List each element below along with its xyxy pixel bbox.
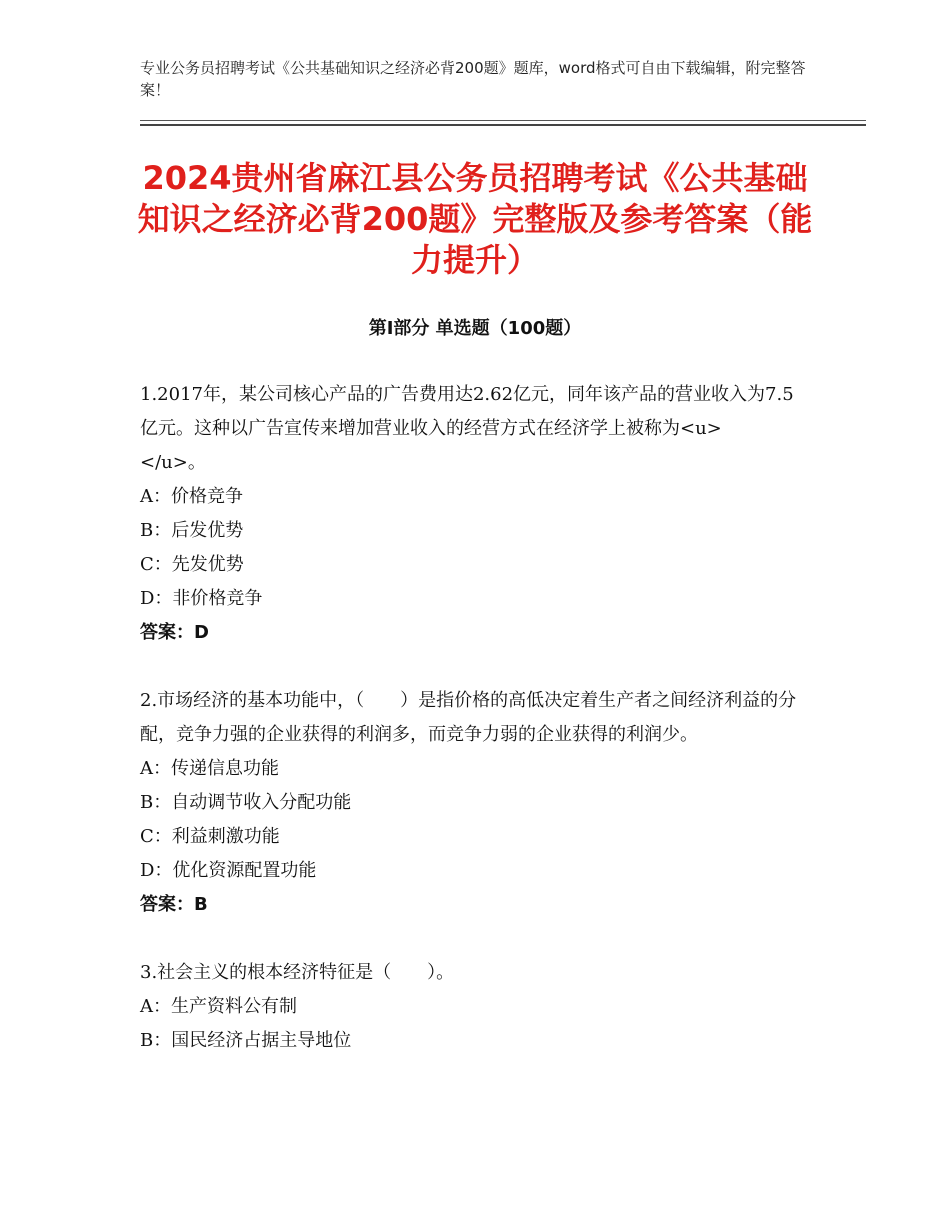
header-note: 专业公务员招聘考试《公共基础知识之经济必背200题》题库，word格式可自由下载编辑，附完整答案！	[140, 59, 806, 99]
question-item	[140, 684, 810, 922]
answer-label: 答案：B	[140, 894, 208, 915]
question-stem: 3.社会主义的根本经济特征是（ ）。	[140, 962, 455, 983]
header-divider-thin	[140, 120, 866, 121]
header-divider-thick	[140, 124, 866, 126]
question-item	[140, 956, 810, 1058]
option-b: B：后发优势	[140, 520, 244, 541]
answer-label: 答案：D	[140, 622, 209, 643]
option-a: A：传递信息功能	[140, 758, 279, 779]
question-stem: 2.市场经济的基本功能中，（ ）是指价格的高低决定着生产者之间经济利益的分配，竞争力强的企业获得的利润多，而竞争力弱的企业获得的利润少。	[140, 690, 797, 745]
option-b: B：自动调节收入分配功能	[140, 792, 352, 813]
question-list	[140, 378, 810, 1092]
option-d: D：非价格竞争	[140, 588, 263, 609]
section-heading: 第Ⅰ部分 单选题（100题）	[368, 318, 582, 339]
question-stem: 1.2017年，某公司核心产品的广告费用达2.62亿元，同年该产品的营业收入为7.5亿元。这种以广告宣传来增加营业收入的经营方式在经济学上被称为<u> </u>。	[140, 384, 794, 473]
question-item	[140, 378, 810, 650]
option-a: A：价格竞争	[140, 486, 243, 507]
option-d: D：优化资源配置功能	[140, 860, 317, 881]
option-c: C：先发优势	[140, 554, 244, 575]
option-c: C：利益刺激功能	[140, 826, 280, 847]
document-title: 2024贵州省麻江县公务员招聘考试《公共基础知识之经济必背200题》完整版及参考答案（能力提升）	[137, 159, 813, 279]
option-a: A：生产资料公有制	[140, 996, 297, 1017]
option-b: B：国民经济占据主导地位	[140, 1030, 352, 1051]
